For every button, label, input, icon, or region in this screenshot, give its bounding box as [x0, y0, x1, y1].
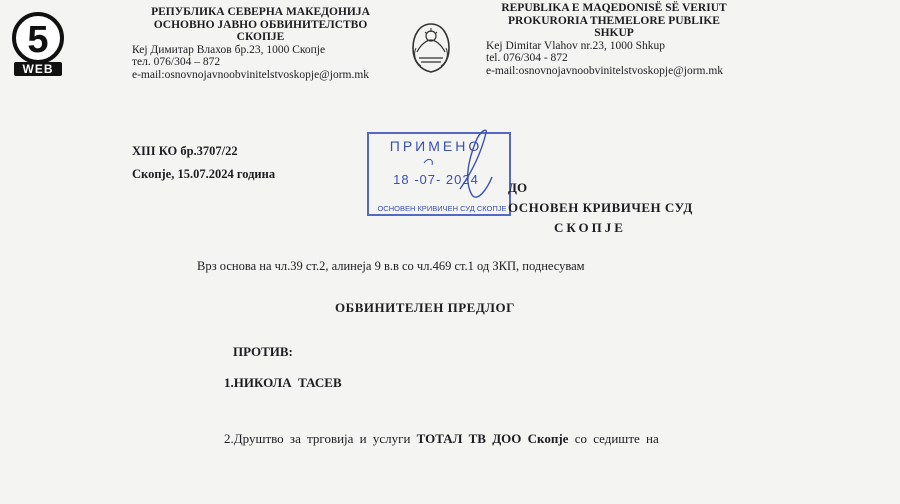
header-al-phone: tel. 076/304 - 872: [486, 52, 568, 64]
header-al-line2: PROKURORIA THEMELORE PUBLIKE: [508, 14, 720, 27]
stamp-received: ПРИМЕНО: [389, 138, 483, 154]
channel-logo: [10, 12, 66, 78]
emblem-icon: [407, 18, 455, 76]
logo-number: 5: [27, 19, 49, 61]
stamp-date: 18 -07- 2024: [393, 172, 479, 187]
header-mk-line1: РЕПУБЛИКА СЕВЕРНА МАКЕДОНИЈА: [151, 6, 370, 18]
place-date: Скопје, 15.07.2024 година: [132, 167, 276, 181]
legal-basis: Врз основа на чл.39 ст.2, алинеја 9 в.в со чл.469 ст.1 од ЗКП, поднесувам: [197, 259, 585, 273]
accused-2-prefix: 2.Друштво за трговија и услуги: [224, 431, 417, 446]
channel-logo-icon: [10, 12, 66, 78]
case-number: XIII КО бр.3707/22: [132, 144, 238, 158]
received-stamp: [364, 129, 514, 219]
header-al-line3: SHKUP: [594, 27, 634, 39]
reference-block: [132, 140, 275, 186]
header-mk-phone: тел. 076/304 – 872: [132, 56, 221, 68]
header-mk-email: e-mail:osnovnojavnoobvinitelstvoskopje@jorm.mk: [132, 68, 370, 81]
document-title: ОБВИНИТЕЛЕН ПРЕДЛОГ: [335, 300, 515, 315]
header-mk-line3: СКОПЈЕ: [236, 31, 285, 43]
stamp-graphic: [364, 129, 514, 219]
against-label: ПРОТИВ:: [233, 344, 293, 359]
addressee-block: [508, 178, 693, 238]
accused-2-name: ТОТАЛ ТВ ДОО Скопје: [416, 431, 569, 446]
addressee-court: ОСНОВЕН КРИВИЧЕН СУД: [508, 200, 693, 215]
header-al-line1: REPUBLIKA E MAQEDONISË SË VERIUT: [501, 2, 727, 14]
logo-label: WEB: [22, 62, 54, 76]
addressee-city: СКОПЈЕ: [554, 220, 626, 235]
accused-2: [224, 431, 659, 447]
header-mk-line2: ОСНОВНО ЈАВНО ОБВИНИТЕЛСТВО: [153, 18, 368, 31]
state-emblem: [407, 18, 455, 76]
accused-2-suffix: со седиште на: [568, 431, 659, 446]
header-al-address: Kej Dimitar Vlahov nr.23, 1000 Shkup: [486, 39, 665, 52]
stamp-court: ОСНОВЕН КРИВИЧЕН СУД СКОПЈЕ: [377, 204, 507, 213]
header-mk-address: Кеј Димитар Влахов бр.23, 1000 Скопје: [132, 43, 326, 56]
header-albanian: [480, 2, 780, 77]
addressee-to: ДО: [508, 180, 528, 195]
header-al-email: e-mail:osnovnojavnoobvinitelstvoskopje@jorm.mk: [486, 64, 724, 77]
header-macedonian: [118, 6, 403, 81]
accused-1: 1.НИКОЛА ТАСЕВ: [224, 375, 342, 390]
